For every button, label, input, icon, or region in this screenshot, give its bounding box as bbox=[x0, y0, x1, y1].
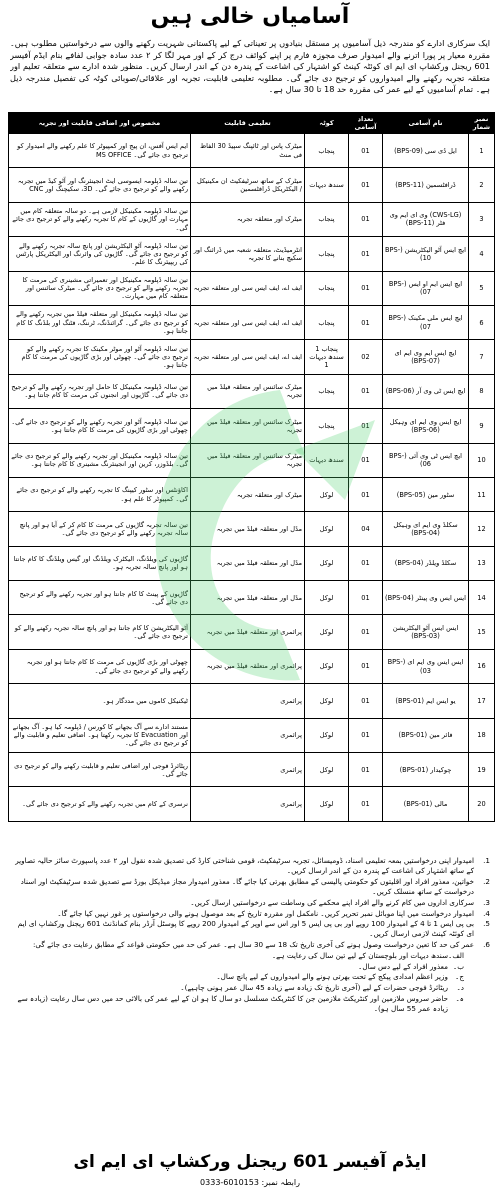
cell-count: 02 bbox=[349, 340, 383, 374]
table-row bbox=[9, 134, 495, 168]
cell-quota: پنجاب bbox=[305, 134, 349, 168]
cell-count: 01 bbox=[349, 134, 383, 168]
note-number: 1. bbox=[483, 856, 490, 865]
cell-count: 01 bbox=[349, 168, 383, 202]
cell-serial: 13 bbox=[469, 546, 495, 580]
table-row bbox=[9, 271, 495, 305]
cell-quota: پنجاب bbox=[305, 409, 349, 443]
cell-quota: لوکل bbox=[305, 753, 349, 787]
cell-education: میٹرک سائنس اور متعلقہ فیلڈ میں تجربہ bbox=[191, 409, 305, 443]
cell-experience: تین سالہ ڈپلومہ مکینیکل اور تجربہ رکھنے والے کو ترجیح دی جائے گی۔ بلڈوزر، کرین اور انجینئرنگ مشینری کا کام جانتا ہو۔ bbox=[9, 443, 191, 477]
cell-experience: تین سالہ ڈپلومہ مکینیکل لازمی ہے۔ دو سالہ متعلقہ کام میں مہارت اور گاڑیوں کے کام کا تجربہ رکھنے والے کو ترجیح دی جائے گی۔ bbox=[9, 202, 191, 236]
cell-education: پرائمری اور متعلقہ فیلڈ میں تجربہ bbox=[191, 649, 305, 683]
cell-count: 01 bbox=[349, 718, 383, 752]
cell-count: 01 bbox=[349, 443, 383, 477]
cell-experience: تین سالہ ڈپلومہ مکینیکل کا حامل اور تجربہ رکھنے والے کو ترجیح دی جائے گی۔ گاڑیوں اور انجنوں کی مرمت کا کام جانتا ہو۔ bbox=[9, 374, 191, 408]
cell-count: 01 bbox=[349, 684, 383, 718]
cell-post: مالی (BPS-01) bbox=[383, 787, 469, 821]
note-number: ہ۔ bbox=[455, 993, 464, 1003]
cell-quota: لوکل bbox=[305, 787, 349, 821]
cell-education: انٹرمیڈیٹ، متعلقہ شعبہ میں ڈرائنگ اور سکیچ بنانے کا تجربہ bbox=[191, 237, 305, 271]
header-quota: کوٹہ bbox=[305, 113, 349, 134]
cell-experience: چھوٹی اور بڑی گاڑیوں کی مرمت کا کام جانتا ہو اور تجربہ رکھنے والے کو ترجیح دی جائے گی۔ bbox=[9, 649, 191, 683]
cell-count: 01 bbox=[349, 271, 383, 305]
table-row bbox=[9, 787, 495, 821]
cell-education: پرائمری اور متعلقہ فیلڈ میں تجربہ bbox=[191, 615, 305, 649]
notes-section bbox=[10, 856, 490, 1144]
cell-serial: 11 bbox=[469, 477, 495, 511]
cell-post: سکلڈ وی ایم ای وہیکل (BPS-04) bbox=[383, 512, 469, 546]
note-item bbox=[10, 856, 490, 876]
note-item bbox=[10, 951, 490, 961]
note-item bbox=[10, 983, 490, 993]
cell-count: 01 bbox=[349, 409, 383, 443]
table-row bbox=[9, 202, 495, 236]
cell-education: میٹرک سائنس اور متعلقہ فیلڈ میں تجربہ bbox=[191, 374, 305, 408]
cell-experience: گاڑیوں کی ویلڈنگ، الیکٹرک ویلڈنگ اور گیس ویلڈنگ کا کام جانتا ہو اور پانچ سالہ تجربہ ہو۔ bbox=[9, 546, 191, 580]
cell-education: مڈل اور متعلقہ فیلڈ میں تجربہ bbox=[191, 581, 305, 615]
cell-serial: 8 bbox=[469, 374, 495, 408]
cell-serial: 15 bbox=[469, 615, 495, 649]
cell-quota: لوکل bbox=[305, 684, 349, 718]
note-text: عمر کی حد کا تعین درخواست وصول ہونے کی آخری تاریخ تک 18 سے 30 سال ہے۔ عمر کی حد میں حکومتی قواعد کے مطابق رعایت دی جائے گی: bbox=[32, 940, 474, 950]
cell-serial: 7 bbox=[469, 340, 495, 374]
cell-education: میٹرک اور متعلقہ تجربہ bbox=[191, 202, 305, 236]
cell-count: 01 bbox=[349, 581, 383, 615]
cell-experience: تین سالہ ڈپلومہ آٹو اور تجربہ رکھنے والے کو ترجیح دی جائے گی۔ چھوٹی اور بڑی گاڑیوں کی مرمت کا کام جانتا ہو۔ bbox=[9, 409, 191, 443]
cell-post: ایس ایس وی ایم ای (BPS-03) bbox=[383, 649, 469, 683]
table-row bbox=[9, 581, 495, 615]
cell-serial: 6 bbox=[469, 305, 495, 339]
cell-post: ڈرافٹسمین (BPS-11) bbox=[383, 168, 469, 202]
cell-quota: لوکل bbox=[305, 546, 349, 580]
cell-post: فائر مین (BPS-01) bbox=[383, 718, 469, 752]
note-number: د۔ bbox=[456, 982, 464, 992]
cell-serial: 1 bbox=[469, 134, 495, 168]
note-text: امیدوار درخواست میں اپنا موبائل نمبر تحریر کریں۔ نامکمل اور مقررہ تاریخ کے بعد موصول ہونے والی درخواستوں پر غور نہیں کیا جائے گا۔ bbox=[57, 908, 474, 918]
cell-education: پرائمری bbox=[191, 787, 305, 821]
vacancies-table bbox=[8, 112, 495, 822]
cell-serial: 19 bbox=[469, 753, 495, 787]
cell-quota: پنجاب 1 سندھ دیہات 1 bbox=[305, 340, 349, 374]
cell-experience: گاڑیوں کے پینٹ کا کام جانتا ہو اور تجربہ رکھنے والے کو ترجیح دی جائے گی۔ bbox=[9, 581, 191, 615]
table-row bbox=[9, 409, 495, 443]
cell-count: 01 bbox=[349, 477, 383, 511]
cell-quota: پنجاب bbox=[305, 237, 349, 271]
cell-count: 01 bbox=[349, 546, 383, 580]
cell-education: مڈل اور متعلقہ فیلڈ میں تجربہ bbox=[191, 546, 305, 580]
note-text: حاضر سروس ملازمین اور کنٹریکٹ ملازمین جن کا کنٹریکٹ مسلسل دو سال کا ہو ان کے لیے عمر کی بالائی حد میں دس سال رعایت (زیادہ سے زیادہ عمر 55 سال ہو)۔ bbox=[17, 993, 448, 1013]
cell-post: یو ایس ایم (BPS-01) bbox=[383, 684, 469, 718]
table-row bbox=[9, 615, 495, 649]
note-text: بی پی ایس 1 تا 4 کے امیدوار 100 روپے اور بی پی ایس 5 اور اس سے اوپر کے امیدوار 200 روپے کا پوسٹل آرڈر بنام کمانڈنٹ 601 ریجنل ورکشاپ ای ایم ای کوئٹہ کینٹ لازمی ارسال کریں۔ bbox=[17, 919, 474, 939]
note-item bbox=[10, 919, 490, 939]
note-item bbox=[10, 909, 490, 919]
table-row bbox=[9, 443, 495, 477]
note-text: سندھ دیہات اور بلوچستان کے لیے تین سال کی رعایت ہے۔ bbox=[271, 950, 448, 960]
note-item bbox=[10, 962, 490, 972]
cell-serial: 9 bbox=[469, 409, 495, 443]
cell-serial: 20 bbox=[469, 787, 495, 821]
cell-quota: سندھ دیہات bbox=[305, 443, 349, 477]
note-item bbox=[10, 994, 490, 1014]
cell-post: ایچ ایس ملی مکینک (BPS-07) bbox=[383, 305, 469, 339]
table-row bbox=[9, 168, 495, 202]
cell-serial: 18 bbox=[469, 718, 495, 752]
table-row bbox=[9, 374, 495, 408]
footer bbox=[0, 1148, 500, 1192]
cell-serial: 2 bbox=[469, 168, 495, 202]
cell-serial: 17 bbox=[469, 684, 495, 718]
footer-contact bbox=[0, 1176, 500, 1190]
cell-education: ایف اے، ایف ایس سی اور متعلقہ تجربہ bbox=[191, 340, 305, 374]
cell-education: ایف اے، ایف ایس سی اور متعلقہ تجربہ bbox=[191, 271, 305, 305]
cell-post: ایچ ایس ایم وی ایم ای (BPS-07) bbox=[383, 340, 469, 374]
cell-post: ایچ ایس ٹی وی آر (BPS-06) bbox=[383, 374, 469, 408]
cell-experience: ایم ایس آفس، ان پیج اور کمپیوٹر کا علم رکھنے والے امیدوار کو ترجیح دی جائے گی۔ MS OFFICE bbox=[9, 134, 191, 168]
cell-experience: تین سالہ ڈپلومہ مکینیکل اور تعمیراتی مشینری کی مرمت کا تجربہ رکھنے والے کو ترجیح دی جائے گی۔ میٹرک سائنس اور متعلقہ کام میں مہارت۔ bbox=[9, 271, 191, 305]
contact-label: رابطہ نمبر: bbox=[261, 1178, 300, 1187]
header-count: تعداد آسامی bbox=[349, 113, 383, 134]
cell-education: پرائمری bbox=[191, 753, 305, 787]
table-row bbox=[9, 512, 495, 546]
note-number: 5. bbox=[483, 919, 490, 929]
cell-experience: تین سالہ تجربہ گاڑیوں کی مرمت کا کام کر کے آیا ہو اور پانچ سالہ تجربہ رکھنے والے کو ترجیح دی جائے گی۔ bbox=[9, 512, 191, 546]
note-number: 4. bbox=[483, 908, 490, 918]
cell-post: ایس ایس وی پینٹر (BPS-04) bbox=[383, 581, 469, 615]
table-row bbox=[9, 477, 495, 511]
note-item bbox=[10, 877, 490, 897]
cell-count: 01 bbox=[349, 202, 383, 236]
cell-count: 01 bbox=[349, 787, 383, 821]
cell-serial: 14 bbox=[469, 581, 495, 615]
note-item bbox=[10, 972, 490, 982]
note-text: وزیر اعظم امدادی پیکج کے تحت بھرتی ہونے والے امیدواروں کے لیے پانچ سال۔ bbox=[216, 972, 448, 982]
cell-quota: لوکل bbox=[305, 581, 349, 615]
cell-count: 01 bbox=[349, 615, 383, 649]
cell-experience: تین سالہ ڈپلومہ ایسوسی ایٹ انجینئرنگ اور آٹو کیڈ میں تجربہ رکھنے والے کو ترجیح دی جائے گی۔ 3D، سکیچنگ اور CNC bbox=[9, 168, 191, 202]
cell-post: ایل ڈی سی (BPS-09) bbox=[383, 134, 469, 168]
intro-paragraph: ایک سرکاری ادارے کو مندرجہ ذیل آسامیوں پر مستقل بنیادوں پر تعیناتی کے لیے پاکستانی شہریت رکھنے والوں سے درخواستیں مطلوب ہیں۔ مقررہ معیار پر پورا اترنے والے امیدوار صرف مجوزہ فارم پر اپنے کوائف درج کر کے اور مہر لگا کر ۲ عدد سادہ جوابی لفافے بنام ایڈم آفیسر 601 ریجنل ورکشاپ ای ایم ای کوئٹہ کینٹ کو اشتہار کی اشاعت کے پندرہ دن کے اندر ارسال کریں۔ منظور شدہ ادارے سے متعلقہ تعلیم اور متعلقہ تجربہ رکھنے والے امیدواروں کو ترجیح دی جائے گی۔ مطلوبہ تعلیمی قابلیت، تجربہ اور علاقائی/صوبائی کوٹہ کی تفصیل مندرجہ ذیل ہے۔ تمام آسامیوں کے لیے عمر کی مقررہ حد 18 تا 30 سال ہے۔ bbox=[10, 38, 490, 95]
cell-experience: تین سالہ ڈپلومہ مکینیکل اور متعلقہ فیلڈ میں تجربہ رکھنے والے کو ترجیح دی جائے گی۔ گرائنڈنگ، ٹرننگ، فٹنگ اور بلڈنگ کا کام جانتا ہو۔ bbox=[9, 305, 191, 339]
note-text: امیدوار اپنی درخواستیں بمعہ تعلیمی اسناد، ڈومیسائل، تجربہ سرٹیفکیٹ، قومی شناختی کارڈ کی تصدیق شدہ نقول اور ۲ عدد پاسپورٹ سائز حالیہ تصاویر کے ساتھ اشتہار کی اشاعت کے پندرہ دن کے اندر ارسال کریں۔ bbox=[15, 856, 474, 876]
cell-education: میٹرک سائنس اور متعلقہ فیلڈ میں تجربہ bbox=[191, 443, 305, 477]
cell-quota: لوکل bbox=[305, 512, 349, 546]
cell-quota: لوکل bbox=[305, 477, 349, 511]
cell-post: ایس ایس آٹو الیکٹریشن (BPS-03) bbox=[383, 615, 469, 649]
table-row bbox=[9, 649, 495, 683]
header-serial: نمبر شمار bbox=[469, 113, 495, 134]
cell-serial: 3 bbox=[469, 202, 495, 236]
cell-experience: ٹیکنیکل کاموں میں مددگار ہو۔ bbox=[9, 684, 191, 718]
cell-post: ایچ ایس وی ایم ای وہیکل (BPS-06) bbox=[383, 409, 469, 443]
cell-education: میٹرک اور متعلقہ تجربہ bbox=[191, 477, 305, 511]
note-item bbox=[10, 898, 490, 908]
table-row bbox=[9, 340, 495, 374]
cell-serial: 16 bbox=[469, 649, 495, 683]
cell-post: ایچ ایس آٹو الیکٹریشن (BPS-10) bbox=[383, 237, 469, 271]
cell-experience: آٹو الیکٹریشن کا کام جانتا ہو اور پانچ سالہ تجربہ رکھنے والے کو ترجیح دی جائے گی۔ bbox=[9, 615, 191, 649]
cell-quota: سندھ دیہات bbox=[305, 168, 349, 202]
table-row bbox=[9, 718, 495, 752]
table-row bbox=[9, 684, 495, 718]
header-experience: مخصوص اور اضافی قابلیت اور تجربہ bbox=[9, 113, 191, 134]
cell-education: پرائمری bbox=[191, 718, 305, 752]
cell-quota: لوکل bbox=[305, 649, 349, 683]
cell-count: 01 bbox=[349, 649, 383, 683]
cell-education: پرائمری bbox=[191, 684, 305, 718]
note-number: ج۔ bbox=[455, 972, 464, 982]
ad-title: آسامیاں خالی ہیں bbox=[150, 4, 350, 29]
header-education: تعلیمی قابلیت bbox=[191, 113, 305, 134]
cell-education: میٹرک پاس اور ٹائپنگ سپیڈ 30 الفاظ فی منٹ bbox=[191, 134, 305, 168]
contact-phone[interactable]: 0333-6010153 bbox=[200, 1178, 259, 1187]
header-post: نام آسامی bbox=[383, 113, 469, 134]
table-row bbox=[9, 305, 495, 339]
note-number: 2. bbox=[483, 876, 490, 886]
cell-post: ایچ ایس ٹی وی آئی (BPS-06) bbox=[383, 443, 469, 477]
note-number: 6. bbox=[483, 940, 490, 950]
cell-education: میٹرک کے ساتھ سرٹیفکیٹ ان مکینیکل / الیکٹریکل ڈرافٹسمین bbox=[191, 168, 305, 202]
cell-education: مڈل اور متعلقہ فیلڈ میں تجربہ bbox=[191, 512, 305, 546]
table-row bbox=[9, 753, 495, 787]
cell-post: چوکیدار (BPS-01) bbox=[383, 753, 469, 787]
cell-quota: لوکل bbox=[305, 615, 349, 649]
table-header-row bbox=[9, 113, 495, 134]
cell-count: 01 bbox=[349, 374, 383, 408]
cell-experience: ریٹائرڈ فوجی اور اضافی تعلیم و قابلیت رکھنے والے کو ترجیح دی جائے گی۔ bbox=[9, 753, 191, 787]
cell-experience: تین سالہ ڈپلومہ آٹو الیکٹریشن اور پانچ سالہ تجربہ رکھنے والے کو ترجیح دی جائے گی۔ گاڑیوں کی وائرنگ اور الیکٹریکل پارٹس کی ریپیئرنگ کا علم۔ bbox=[9, 237, 191, 271]
cell-quota: پنجاب bbox=[305, 374, 349, 408]
note-text: ریٹائرڈ فوجی حضرات کے لیے (آخری تاریخ تک زیادہ سے زیادہ 45 سال عمر ہونی چاہیے)۔ bbox=[180, 982, 448, 992]
cell-count: 01 bbox=[349, 237, 383, 271]
footer-office-name: ایڈم آفیسر 601 ریجنل ورکشاپ ای ایم ای bbox=[73, 1152, 427, 1172]
vacancies-table-body bbox=[9, 134, 495, 822]
cell-serial: 4 bbox=[469, 237, 495, 271]
cell-serial: 10 bbox=[469, 443, 495, 477]
cell-count: 04 bbox=[349, 512, 383, 546]
table-row bbox=[9, 237, 495, 271]
cell-experience: اکاؤنٹس اور سٹور کیپنگ کا تجربہ رکھنے والے کو ترجیح دی جائے گی۔ کمپیوٹر کا علم ہو۔ bbox=[9, 477, 191, 511]
cell-quota: لوکل bbox=[305, 718, 349, 752]
note-text: خواتین، معذور افراد اور اقلیتوں کو حکومتی پالیسی کے مطابق بھرتی کیا جائے گا۔ معذور امیدوار مجاز میڈیکل بورڈ سے تصدیق شدہ سرٹیفکیٹ اور اسناد درخواست کے ساتھ منسلک کریں۔ bbox=[20, 876, 474, 897]
note-number: الف۔ bbox=[448, 950, 464, 960]
cell-post: سکلڈ ویلڈر (BPS-04) bbox=[383, 546, 469, 580]
note-number: 3. bbox=[483, 897, 490, 907]
note-text: سرکاری اداروں میں کام کرنے والے افراد اپنے محکمے کی وساطت سے درخواستیں ارسال کریں۔ bbox=[190, 897, 474, 907]
cell-experience: تین سالہ ڈپلومہ آٹو اور موٹر مکینک کا تجربہ رکھنے والے کو ترجیح دی جائے گی۔ چھوٹی اور بڑی گاڑیوں کی مرمت کا کام جانتا ہو۔ bbox=[9, 340, 191, 374]
note-text: معذور افراد کے لیے دس سال۔ bbox=[358, 961, 448, 971]
cell-post: (CWS-LG) وی ای ایم وی فٹر (BPS-11) bbox=[383, 202, 469, 236]
cell-serial: 5 bbox=[469, 271, 495, 305]
note-item bbox=[10, 940, 490, 950]
note-number: ب۔ bbox=[453, 961, 464, 971]
cell-quota: پنجاب bbox=[305, 202, 349, 236]
table-row bbox=[9, 546, 495, 580]
cell-quota: پنجاب bbox=[305, 271, 349, 305]
cell-serial: 12 bbox=[469, 512, 495, 546]
cell-post: سٹور مین (BPS-05) bbox=[383, 477, 469, 511]
cell-count: 01 bbox=[349, 753, 383, 787]
cell-quota: پنجاب bbox=[305, 305, 349, 339]
cell-experience: نرسری کے کام میں تجربہ رکھنے والے کو ترجیح دی جائے گی۔ bbox=[9, 787, 191, 821]
cell-count: 01 bbox=[349, 305, 383, 339]
cell-experience: مستند ادارے سے آگ بجھانے کا کورس / ڈپلومہ کیا ہو۔ آگ بجھانے اور Evacuation کا تجربہ رکھتا ہو۔ اضافی تعلیم و قابلیت والے کو ترجیح دی جائے گی۔ bbox=[9, 718, 191, 752]
cell-education: ایف اے، ایف ایس سی اور متعلقہ تجربہ bbox=[191, 305, 305, 339]
cell-post: ایچ ایس ایم او ایس (BPS-07) bbox=[383, 271, 469, 305]
